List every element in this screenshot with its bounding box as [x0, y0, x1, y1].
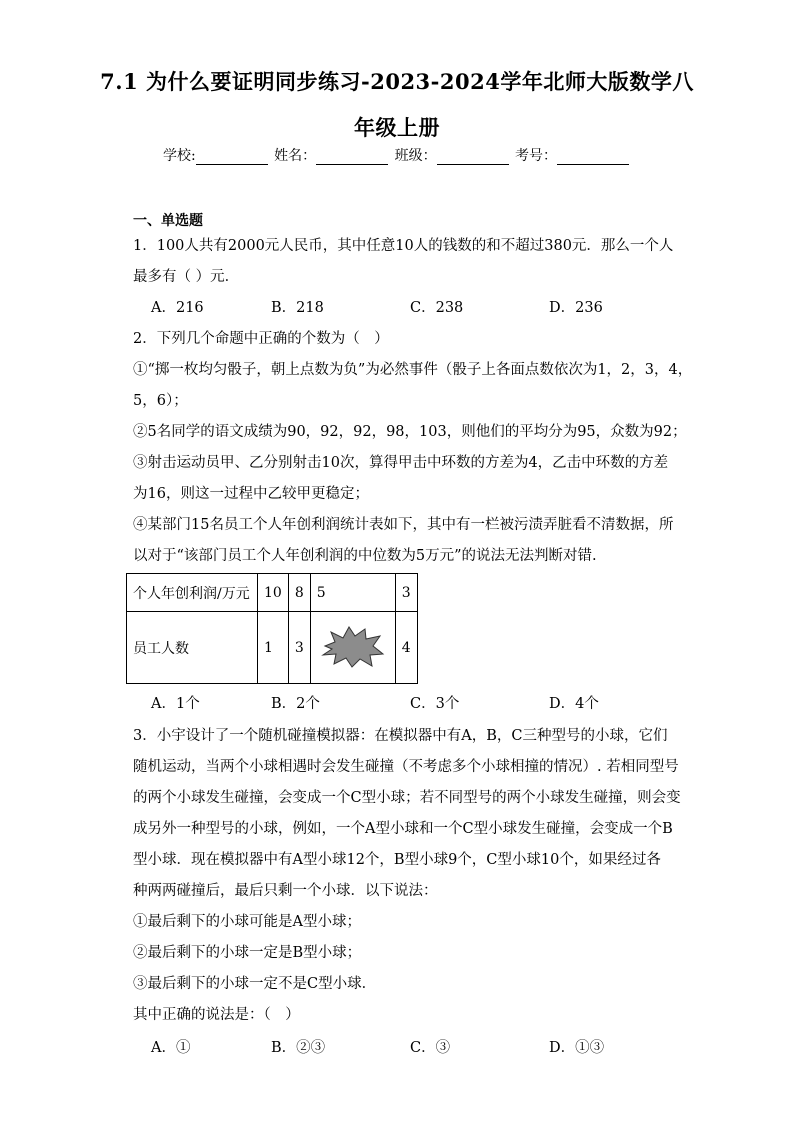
- school-blank[interactable]: [196, 150, 268, 165]
- q3-option-a[interactable]: A．①: [151, 1040, 191, 1056]
- q2-option-b[interactable]: B．2个: [271, 696, 320, 712]
- q2-option-c[interactable]: C．3个: [410, 696, 460, 712]
- class-blank[interactable]: [437, 150, 509, 165]
- school-label: 学校:: [162, 148, 196, 164]
- q1-line-1: 1．100人共有2000元人民币，其中任意10人的钱数的和不超过380元．那么一个人: [133, 238, 674, 254]
- q2-prop3-line1: ③射击运动员甲、乙分别射击10次，算得甲击中环数的方差为4，乙击中环数的方差: [133, 455, 669, 471]
- q2-prop3-line2: 为16，则这一过程中乙较甲更稳定；: [133, 486, 369, 502]
- q3-line-2: 随机运动，当两个小球相遇时会发生碰撞（不考虑多个小球相撞的情况）. 若相同型号: [133, 759, 679, 775]
- q3-line-1: 3．小宇设计了一个随机碰撞模拟器：在模拟器中有A，B，C三种型号的小球，它们: [133, 728, 668, 744]
- q1-line-2: 最多有（ ）元．: [133, 269, 240, 285]
- q2-option-d[interactable]: D．4个: [549, 696, 599, 712]
- table-cell: 5: [310, 574, 395, 612]
- table-cell: 4: [395, 612, 417, 684]
- table-cell: 3: [395, 574, 417, 612]
- table-cell: 10: [258, 574, 289, 612]
- title-line-2: 年级上册: [354, 115, 440, 140]
- q2-prop1-line1: ①“掷一枚均匀骰子，朝上点数为负”为必然事件（骰子上各面点数依次为1，2，3，4，: [133, 362, 693, 378]
- name-blank[interactable]: [316, 150, 388, 165]
- exam-no-blank[interactable]: [557, 150, 629, 165]
- table-cell: 8: [288, 574, 310, 612]
- q2-prop1-line2: 5，6）；: [133, 393, 188, 409]
- q3-line-3: 的两个小球发生碰撞，会变成一个C型小球；若不同型号的两个小球发生碰撞，则会变: [133, 790, 681, 806]
- name-label: 姓名：: [274, 148, 317, 164]
- q3-statement-3: ③最后剩下的小球一定不是C型小球．: [133, 976, 377, 992]
- q1-option-c[interactable]: C．238: [410, 300, 464, 316]
- table-row: [127, 574, 418, 612]
- table-cell: 3: [288, 612, 310, 684]
- table-cell: 1: [258, 612, 289, 684]
- q3-line-5: 型小球．现在模拟器中有A型小球12个，B型小球9个，C型小球10个，如果经过各: [133, 852, 661, 868]
- q3-line-4: 成另外一种型号的小球，例如，一个A型小球和一个C型小球发生碰撞，会变成一个B: [133, 821, 673, 837]
- class-label: 班级：: [394, 148, 437, 164]
- table-row: [127, 612, 418, 684]
- q1-option-a[interactable]: A．216: [151, 300, 204, 316]
- table-cell: 个人年创利润/万元: [127, 574, 258, 612]
- title-line-1: 7.1 为什么要证明同步练习-2023-2024学年北师大版数学八: [100, 69, 694, 94]
- q2-stem: 2．下列几个命题中正确的个数为（ ）: [133, 331, 389, 347]
- q3-ask: 其中正确的说法是：（ ）: [133, 1007, 300, 1023]
- ink-stain-icon: [321, 624, 385, 668]
- q3-option-d[interactable]: D．①③: [549, 1040, 605, 1056]
- profit-table: [126, 573, 418, 684]
- q1-option-b[interactable]: B．218: [271, 300, 324, 316]
- stain-cell: [310, 612, 395, 684]
- q3-line-6: 种两两碰撞后，最后只剩一个小球．以下说法：: [133, 883, 438, 899]
- q3-statement-1: ①最后剩下的小球可能是A型小球；: [133, 914, 361, 930]
- q3-statement-2: ②最后剩下的小球一定是B型小球；: [133, 945, 362, 961]
- exam-no-label: 考号：: [515, 148, 558, 164]
- student-info-row: [0, 145, 794, 165]
- q3-option-c[interactable]: C．③: [410, 1040, 451, 1056]
- section-heading: 一、单选题: [133, 213, 203, 229]
- q3-option-b[interactable]: B．②③: [271, 1040, 326, 1056]
- table-cell: 员工人数: [127, 612, 258, 684]
- q2-prop4-line2: 以对于“该部门员工个人年创利润的中位数为5万元”的说法无法判断对错.: [133, 548, 597, 564]
- q2-option-a[interactable]: A．1个: [151, 696, 200, 712]
- q2-prop2: ②5名同学的语文成绩为90，92，92，98，103，则他们的平均分为95，众数为92；: [133, 424, 687, 440]
- q1-option-d[interactable]: D．236: [549, 300, 603, 316]
- q2-prop4-line1: ④某部门15名员工个人年创利润统计表如下，其中有一栏被污渍弄脏看不清数据，所: [133, 517, 674, 533]
